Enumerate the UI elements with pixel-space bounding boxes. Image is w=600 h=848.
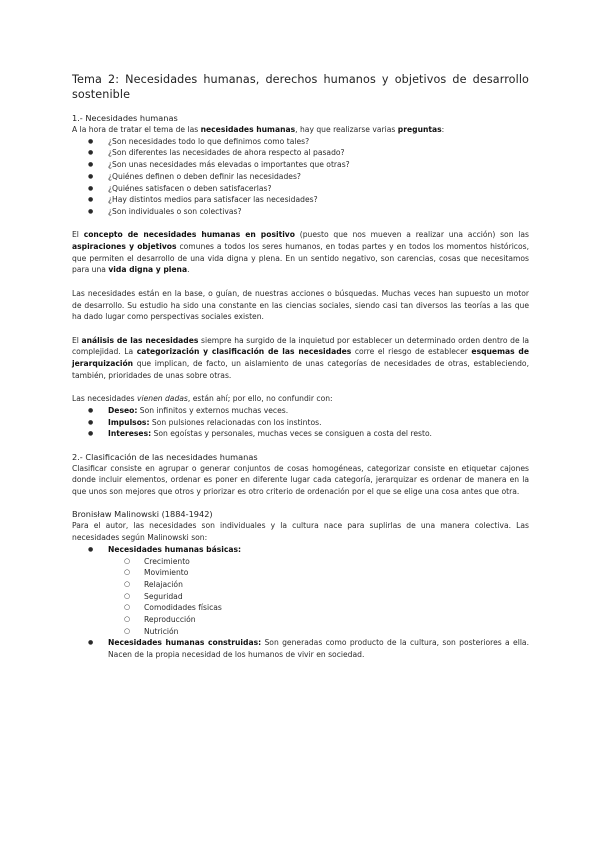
section-1-heading: 1.- Necesidades humanas xyxy=(72,113,178,123)
list-item: ○ Nutrición xyxy=(72,626,529,638)
basic-needs-list xyxy=(72,556,529,638)
list-item: ○ Seguridad xyxy=(72,591,529,603)
list-item: ● ¿Quiénes definen o deben definir las necesidades? xyxy=(72,171,529,183)
questions-list xyxy=(72,136,529,218)
document-page xyxy=(72,72,529,661)
list-item: ○ Movimiento xyxy=(72,567,529,579)
paragraph-analysis: El análisis de las necesidades siempre ha surgido de la inquietud por establecer un determinado orden dentro de la complejidad. La categorización y clasificación de las necesidades corre el riesgo de establecer esquemas de jerarquización que implican, de facto, un aislamiento de unas categorías de necesidades de otras, estableciendo, también, prioridades de unas sobre otras. xyxy=(72,335,530,380)
paragraph-classify: Clasificar consiste en agrupar o generar conjuntos de cosas homogéneas, categorizar consiste en etiquetar cajones donde incluir elementos, ordenar es poner en diferente lugar cada categoría, jerarquizar es ordenar de manera en la que unos son mejores que otros y priorizar es otro criterio de ordenación por el que se elige una cosa antes que otra. xyxy=(72,463,529,497)
list-item: ● Necesidades humanas construidas: Son generadas como producto de la cultura, son posteriores a ella. Nacen de la propia necesidad de los humanos de vivir en sociedad. xyxy=(72,637,529,660)
list-item: ● ¿Son necesidades todo lo que definimos como tales? xyxy=(72,136,529,148)
page-title: Tema 2: Necesidades humanas, derechos humanos y objetivos de desarrollo sostenible xyxy=(72,73,529,101)
section-1-intro: A la hora de tratar el tema de las necesidades humanas, hay que realizarse varias preguntas: xyxy=(72,125,445,134)
list-item: ○ Comodidades físicas xyxy=(72,602,529,614)
list-item: ● ¿Quiénes satisfacen o deben satisfacerlas? xyxy=(72,183,529,195)
terms-list xyxy=(72,405,529,440)
list-item: ● ¿Son individuales o son colectivas? xyxy=(72,206,529,218)
author-heading: Bronisław Malinowski (1884-1942) xyxy=(72,509,213,520)
list-item: ● Impulsos: Son pulsiones relacionadas con los instintos. xyxy=(72,417,529,429)
list-item: ● ¿Son diferentes las necesidades de ahora respecto al pasado? xyxy=(72,147,529,159)
paragraph-concept: El concepto de necesidades humanas en positivo (puesto que nos mueven a realizar una acción) son las aspiraciones y objetivos comunes a todos los seres humanos, en todas partes y en todos los momentos históricos, que permiten el desarrollo de una vida digna y plena. En un sentido negativo, son carencias, cosas que necesitamos para una vida digna y plena. xyxy=(72,230,529,275)
list-item: ● Necesidades humanas básicas: ○ Crecimiento ○ Movimiento ○ Relajación ○ Seguridad ○ Comodidades físicas ○ Reproducción ○ Nutrición xyxy=(72,544,529,638)
list-item: ○ Crecimiento xyxy=(72,556,529,568)
section-2-heading: 2.- Clasificación de las necesidades humanas xyxy=(72,451,258,462)
list-item: ● Intereses: Son egoístas y personales, muchas veces se consiguen a costa del resto. xyxy=(72,428,529,440)
paragraph-base: Las necesidades están en la base, o guían, de nuestras acciones o búsquedas. Muchas veces han supuesto un motor de desarrollo. Su estudio ha sido una constante en las ciencias sociales, siendo casi tan diversos las teorías a las que ha dado lugar como perspectivas sociales existen. xyxy=(72,288,529,322)
list-item: ○ Relajación xyxy=(72,579,529,591)
paragraph-given: Las necesidades vienen dadas, están ahí; por ello, no confundir con: xyxy=(72,394,333,404)
list-item: ● ¿Son unas necesidades más elevadas o importantes que otras? xyxy=(72,159,529,171)
paragraph-malinowski: Para el autor, las necesidades son individuales y la cultura nace para suplirlas de una manera colectiva. Las necesidades según Malinowski son: xyxy=(72,521,529,543)
malinowski-list xyxy=(72,544,529,661)
list-item: ● ¿Hay distintos medios para satisfacer las necesidades? xyxy=(72,194,529,206)
list-item: ● Deseo: Son infinitos y externos muchas veces. xyxy=(72,405,529,417)
list-item: ○ Reproducción xyxy=(72,614,529,626)
